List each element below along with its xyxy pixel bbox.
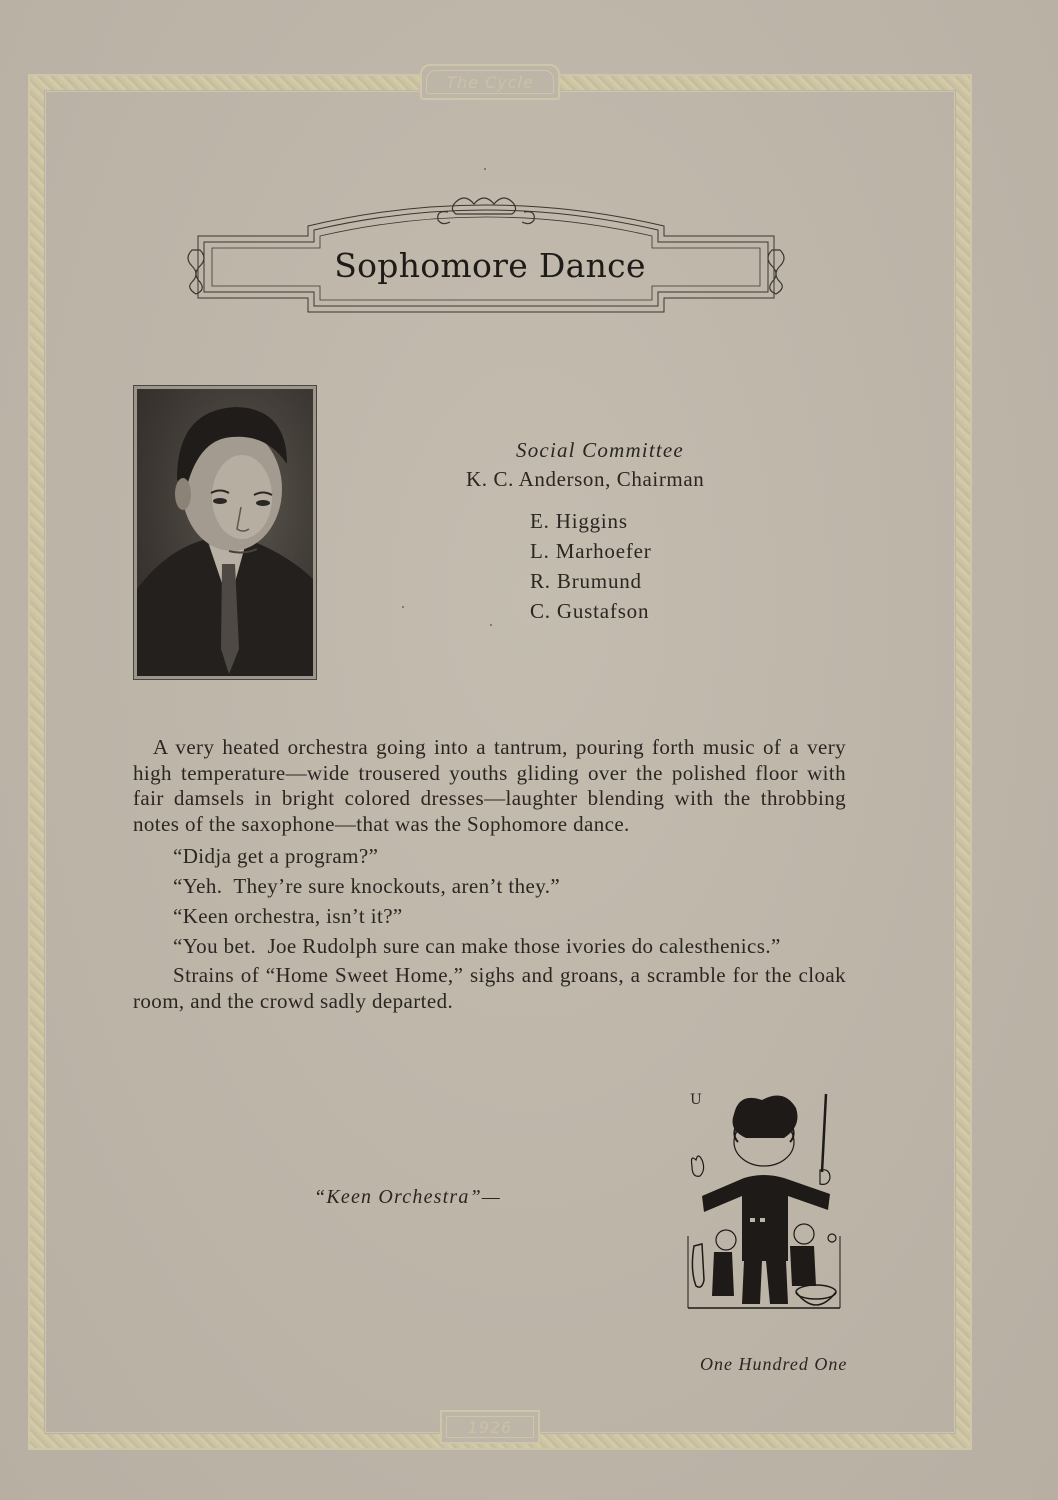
title-plaque bbox=[186, 186, 786, 316]
committee-member: C. Gustafson bbox=[530, 599, 650, 623]
lead-paragraph: A very heated orchestra going into a tantrum, pouring forth music of a very high temperature—wide trousered youths gliding over the polished floor with fair damsels in bright colored dresses—laughter blending with the throbbing notes of the saxophone—that was the Sophomore dance. bbox=[133, 735, 846, 836]
portrait-image bbox=[137, 389, 313, 676]
conductor-illustration bbox=[684, 1086, 844, 1316]
committee-heading: Social Committee bbox=[516, 438, 684, 462]
conductor-cartoon bbox=[684, 1086, 844, 1316]
dialog-line: “Yeh. They’re sure knockouts, aren’t they.” bbox=[173, 874, 561, 898]
running-foot-year: 1926 bbox=[467, 1417, 513, 1437]
portrait-figure bbox=[137, 389, 313, 676]
portrait-photo bbox=[133, 385, 317, 680]
paper-speck bbox=[484, 168, 486, 170]
committee-member: L. Marhoefer bbox=[530, 539, 652, 563]
article-body bbox=[133, 735, 846, 1014]
committee-members bbox=[440, 506, 740, 626]
page-number: One Hundred One bbox=[700, 1354, 848, 1374]
illustration-signature: U bbox=[690, 1092, 702, 1108]
dialog-line: “Keen orchestra, isn’t it?” bbox=[173, 904, 403, 928]
committee-member: R. Brumund bbox=[530, 569, 642, 593]
committee-chairman: K. C. Anderson, Chairman bbox=[466, 467, 705, 491]
running-foot-cartouche bbox=[440, 1410, 540, 1444]
illustration-caption: “Keen Orchestra”— bbox=[314, 1186, 501, 1208]
dialog-line: “Didja get a program?” bbox=[173, 844, 379, 868]
closing-paragraph: Strains of “Home Sweet Home,” sighs and groans, a scramble for the cloak room, and the crowd sadly departed. bbox=[133, 963, 846, 1013]
running-head: The Cycle bbox=[446, 72, 534, 92]
paper-speck bbox=[490, 624, 492, 626]
paper-speck bbox=[402, 606, 404, 608]
page-title: Sophomore Dance bbox=[334, 246, 646, 285]
dialog-line: “You bet. Joe Rudolph sure can make those ivories do calesthenics.” bbox=[173, 934, 781, 958]
running-head-cartouche bbox=[420, 64, 560, 100]
committee-member: E. Higgins bbox=[530, 509, 628, 533]
social-committee bbox=[440, 438, 740, 626]
